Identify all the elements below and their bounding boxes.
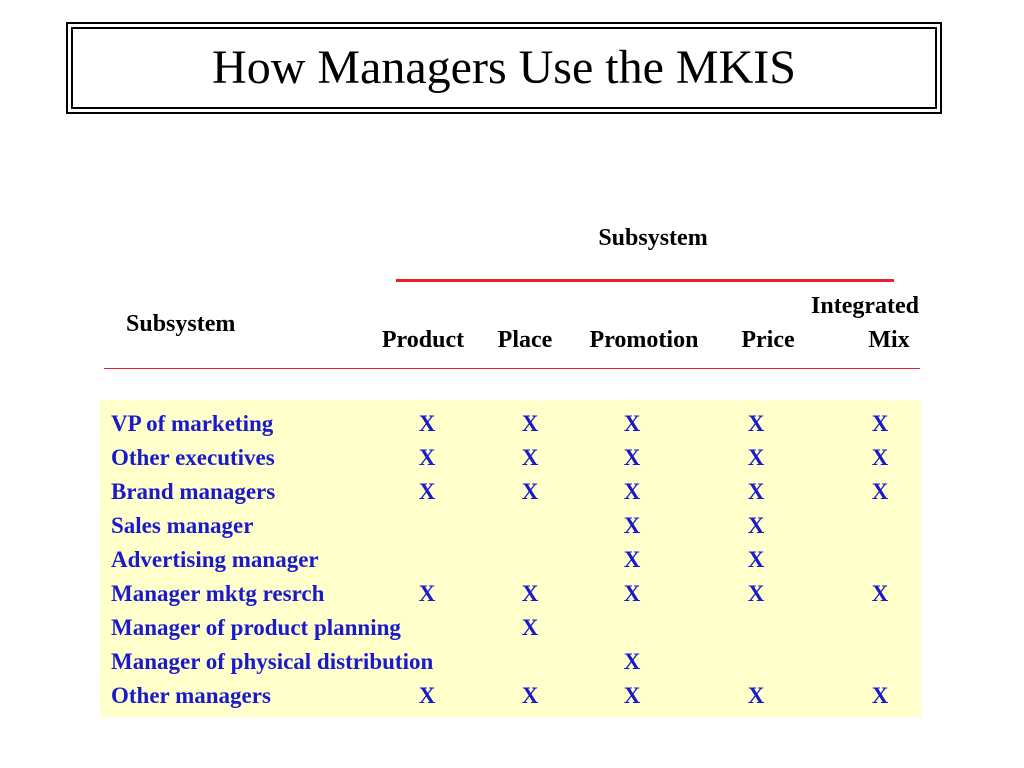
cell-price: X [747,411,765,436]
cell-product: X [418,411,436,436]
row-label: Manager mktg resrch [111,581,325,606]
row-label: Manager of product planning [111,615,401,640]
cell-place: X [521,581,539,606]
cell-integrated-mix: X [871,581,889,606]
cell-promotion: X [623,513,641,538]
cell-place: X [521,445,539,470]
cell-place: X [521,479,539,504]
cell-price: X [747,683,765,708]
cell-promotion: X [623,411,641,436]
cell-integrated-mix: X [871,479,889,504]
cell-promotion: X [623,547,641,572]
col-header-price: Price [741,327,795,353]
table-row [0,407,1024,441]
table-row [0,509,1024,543]
row-label: Manager of physical distribution [111,649,434,674]
cell-place: X [521,411,539,436]
row-label: VP of marketing [111,411,274,436]
row-label: Sales manager [111,513,254,538]
cell-price: X [747,581,765,606]
cell-product: X [418,581,436,606]
row-label: Advertising manager [111,547,319,572]
cell-integrated-mix: X [871,411,889,436]
col-header-integrated-line2: Mix [868,327,910,353]
cell-promotion: X [623,581,641,606]
col-header-place: Place [497,327,553,353]
row-header: Subsystem [126,311,236,337]
cell-product: X [418,683,436,708]
title-frame [66,22,942,114]
cell-promotion: X [623,445,641,470]
cell-price: X [747,445,765,470]
table-row [0,645,1024,679]
cell-price: X [747,479,765,504]
cell-integrated-mix: X [871,683,889,708]
subsystem-group-header: Subsystem [598,225,708,251]
table-row [0,679,1024,713]
cell-place: X [521,615,539,640]
table-row [0,543,1024,577]
row-label: Other executives [111,445,275,470]
cell-promotion: X [623,479,641,504]
cell-price: X [747,513,765,538]
cell-product: X [418,445,436,470]
col-header-product: Product [381,327,465,353]
header-rule [104,368,920,369]
col-header-promotion: Promotion [589,327,699,353]
table-row [0,475,1024,509]
row-label: Brand managers [111,479,276,504]
col-header-integrated-line1: Integrated [811,293,919,319]
cell-product: X [418,479,436,504]
group-header-rule [396,279,894,282]
cell-promotion: X [623,683,641,708]
table-row [0,577,1024,611]
cell-integrated-mix: X [871,445,889,470]
cell-promotion: X [623,649,641,674]
cell-price: X [747,547,765,572]
table-row [0,611,1024,645]
cell-place: X [521,683,539,708]
row-label: Other managers [111,683,271,708]
slide-title: How Managers Use the MKIS [212,41,796,94]
table-row [0,441,1024,475]
title-inner-frame [71,27,937,109]
